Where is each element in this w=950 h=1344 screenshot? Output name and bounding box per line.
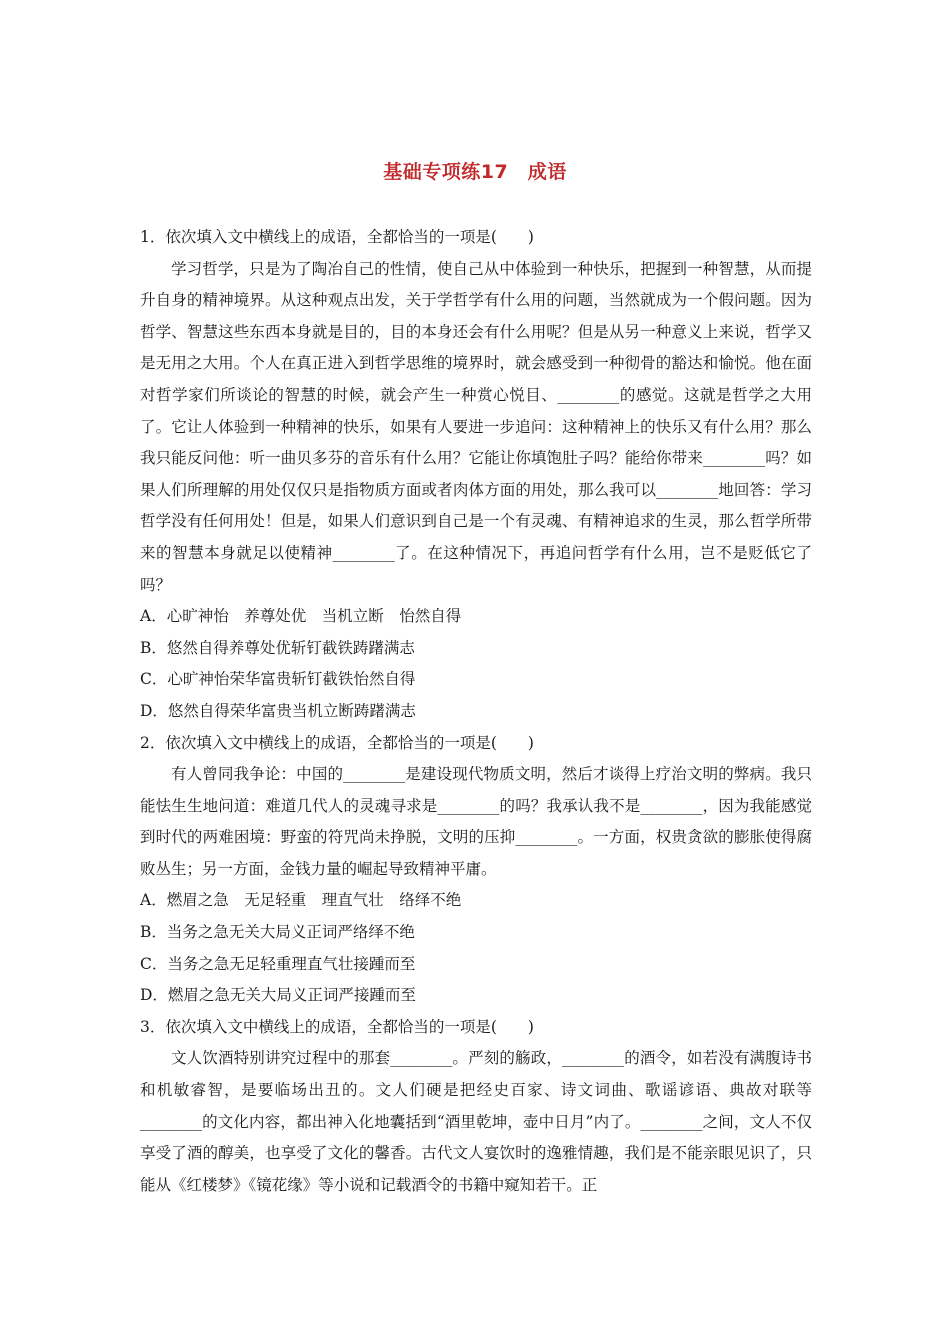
question-1-option-c: C．心旷神怡荣华富贵斩钉截铁怡然自得 bbox=[140, 670, 416, 689]
document-body bbox=[140, 222, 812, 1201]
question-2-option-c: C．当务之急无足轻重理直气壮接踵而至 bbox=[140, 954, 416, 973]
question-1-stem: 1．依次填入文中横线上的成语，全都恰当的一项是( ) bbox=[140, 228, 534, 246]
question-2-passage: 有人曾同我争论：中国的________是建设现代物质文明，然后才谈得上疗治文明的弊病。我只能怯生生地问道：难道几代人的灵魂寻求是________的吗？我承认我不是________，因为我能感觉到时代的两难困境：野蛮的符咒尚未挣脱，文明的压抑________。一方面，权贵贪欲的膨胀使得腐败丛生；另一方面，金钱力量的崛起导致精神平庸。 bbox=[140, 765, 812, 878]
question-1-option-b: B．悠然自得养尊处优斩钉截铁踌躇满志 bbox=[140, 638, 415, 657]
question-1-option-d: D．悠然自得荣华富贵当机立断踌躇满志 bbox=[140, 701, 416, 720]
question-2-stem: 2．依次填入文中横线上的成语，全都恰当的一项是( ) bbox=[140, 733, 534, 752]
question-1-option-a: A．心旷神怡 养尊处优 当机立断 怡然自得 bbox=[140, 607, 462, 626]
question-1-passage: 学习哲学，只是为了陶冶自己的性情，使自己从中体验到一种快乐，把握到一种智慧，从而提升自身的精神境界。从这种观点出发，关于学哲学有什么用的问题，当然就成为一个假问题。因为哲学、智慧这些东西本身就是目的，目的本身还会有什么用呢？但是从另一种意义上来说，哲学又是无用之大用。个人在真正进入到哲学思维的境界时，就会感受到一种彻骨的豁达和愉悦。他在面对哲学家们所谈论的智慧的时候，就会产生一种赏心悦目、________的感觉。这就是哲学之大用了。它让人体验到一种精神的快乐，如果有人要进一步追问：这种精神上的快乐又有什么用？那么我只能反问他：听一曲贝多芬的音乐有什么用？它能让你填饱肚子吗？能给你带来________吗？如果人们所理解的用处仅仅只是指物质方面或者肉体方面的用处，那么我可以________地回答：学习哲学没有任何用处！但是，如果人们意识到自己是一个有灵魂、有精神追求的生灵，那么哲学所带来的智慧本身就足以使精神________了。在这种情况下，再追问哲学有什么用，岂不是贬低它了吗？ bbox=[140, 259, 812, 594]
question-3-stem: 3．依次填入文中横线上的成语，全都恰当的一项是( ) bbox=[140, 1017, 534, 1036]
question-3-passage: 文人饮酒特别讲究过程中的那套________。严刻的觞政，________的酒令，如若没有满腹诗书和机敏睿智，是要临场出丑的。文人们硬是把经史百家、诗文词曲、歌谣谚语、典故对联等________的文化内容，都出神入化地囊括到“酒里乾坤，壶中日月”内了。________之间，文人不仅享受了酒的醇美，也享受了文化的馨香。古代文人宴饮时的逸雅情趣，我们是不能亲眼见识了，只能从《红楼梦》《镜花缘》等小说和记载酒令的书籍中窥知若干。正 bbox=[140, 1049, 812, 1194]
question-2-option-b: B．当务之急无关大局义正词严络绎不绝 bbox=[140, 923, 415, 942]
page-title: 基础专项练17 成语 bbox=[383, 161, 567, 183]
question-2-option-a: A．燃眉之急 无足轻重 理直气壮 络绎不绝 bbox=[140, 891, 462, 910]
question-2-option-d: D．燃眉之急无关大局义正词严接踵而至 bbox=[140, 986, 416, 1005]
